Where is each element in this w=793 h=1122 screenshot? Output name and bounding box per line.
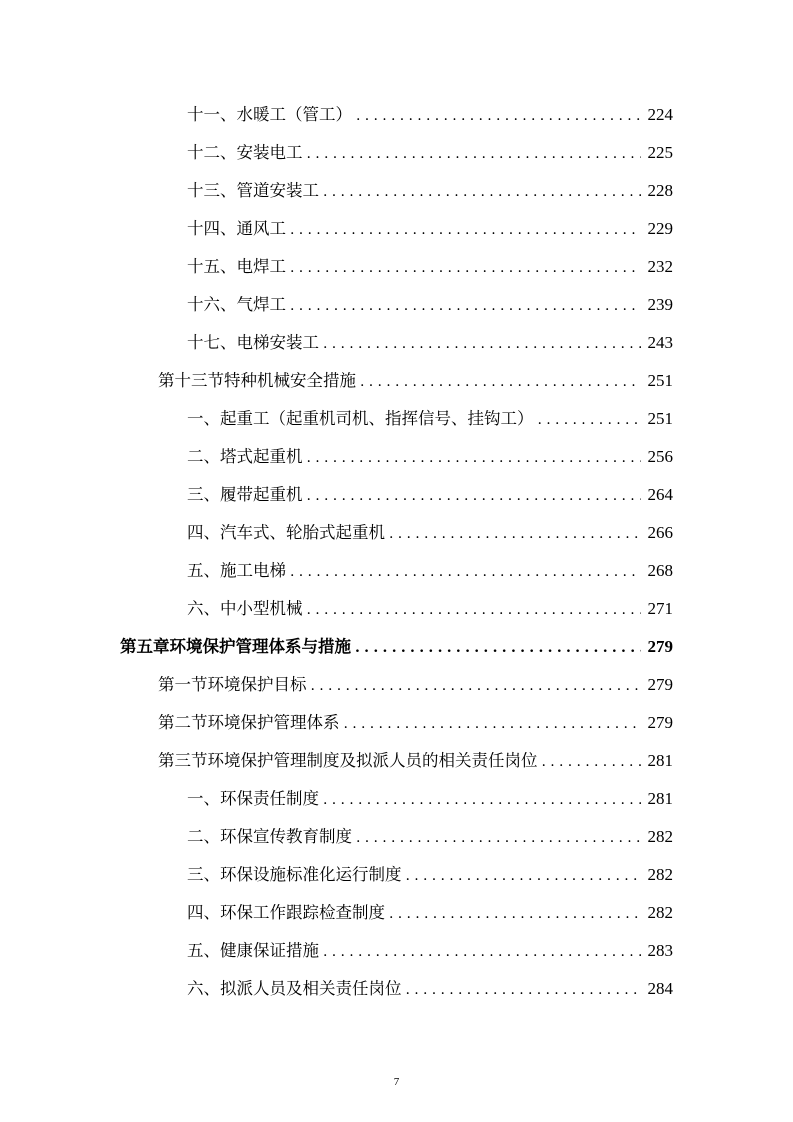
dot-leader bbox=[356, 819, 641, 857]
toc-entry-title: 起重工（起重机司机、指挥信号、挂钩工） bbox=[220, 409, 534, 428]
toc-entry-number: 五、 bbox=[187, 561, 220, 580]
toc-entry-number: 第一节 bbox=[158, 675, 208, 694]
toc-entry-page: 232 bbox=[647, 257, 673, 276]
toc-entry[interactable] bbox=[0, 818, 793, 856]
dot-leader bbox=[356, 97, 641, 135]
dot-leader bbox=[542, 743, 642, 781]
dot-leader bbox=[290, 211, 641, 249]
toc-entry-page: 279 bbox=[647, 637, 673, 656]
toc-entry-title: 特种机械安全措施 bbox=[224, 371, 356, 390]
toc-entry-title: 电梯安装工 bbox=[236, 333, 319, 352]
toc-entry[interactable] bbox=[0, 134, 793, 172]
toc-entry[interactable] bbox=[0, 590, 793, 628]
toc-entry-number: 十三、 bbox=[187, 181, 237, 200]
toc-entry-page: 239 bbox=[647, 295, 673, 314]
dot-leader bbox=[311, 667, 642, 705]
toc-entry-number: 六、 bbox=[187, 599, 220, 618]
toc-entry-title: 环保宣传教育制度 bbox=[220, 827, 352, 846]
toc-entry-title: 环境保护目标 bbox=[207, 675, 307, 694]
toc-entry-page: 282 bbox=[647, 865, 673, 884]
dot-leader bbox=[355, 629, 641, 667]
dot-leader bbox=[323, 781, 641, 819]
toc-section-entry[interactable] bbox=[0, 742, 793, 780]
toc-entry-page: 251 bbox=[647, 409, 673, 428]
toc-entry[interactable] bbox=[0, 210, 793, 248]
toc-entry-page: 281 bbox=[647, 789, 673, 808]
toc-entry-page: 224 bbox=[647, 105, 673, 124]
toc-entry-number: 四、 bbox=[187, 523, 220, 542]
toc-entry-number: 三、 bbox=[187, 485, 220, 504]
toc-entry[interactable] bbox=[0, 932, 793, 970]
toc-entry-page: 251 bbox=[647, 371, 673, 390]
dot-leader bbox=[290, 249, 641, 287]
toc-entry-number: 三、 bbox=[187, 865, 220, 884]
toc-section-entry[interactable] bbox=[0, 362, 793, 400]
toc-entry-page: 282 bbox=[647, 903, 673, 922]
toc-entry-page: 266 bbox=[647, 523, 673, 542]
dot-leader bbox=[389, 895, 641, 933]
dot-leader bbox=[538, 401, 642, 439]
toc-entry-page: 279 bbox=[647, 713, 673, 732]
toc-entry-page: 284 bbox=[647, 979, 673, 998]
toc-entry-title: 环保责任制度 bbox=[220, 789, 319, 808]
toc-entry[interactable] bbox=[0, 514, 793, 552]
toc-section-entry[interactable] bbox=[0, 666, 793, 704]
toc-entry-title: 汽车式、轮胎式起重机 bbox=[220, 523, 385, 542]
toc-entry-page: 271 bbox=[647, 599, 673, 618]
toc-entry[interactable] bbox=[0, 400, 793, 438]
toc-entry-number: 二、 bbox=[187, 827, 220, 846]
toc-entry-page: 279 bbox=[647, 675, 673, 694]
toc-entry-number: 十四、 bbox=[187, 219, 237, 238]
dot-leader bbox=[307, 591, 642, 629]
toc-entry-number: 第十三节 bbox=[158, 371, 224, 390]
toc-entry[interactable] bbox=[0, 96, 793, 134]
toc-entry-title: 拟派人员及相关责任岗位 bbox=[220, 979, 402, 998]
toc-entry[interactable] bbox=[0, 552, 793, 590]
dot-leader bbox=[406, 857, 642, 895]
toc-entry-title: 环境保护管理体系与措施 bbox=[169, 637, 351, 656]
toc-entry-title: 环保设施标准化运行制度 bbox=[220, 865, 402, 884]
toc-entry-title: 塔式起重机 bbox=[220, 447, 303, 466]
toc-entry[interactable] bbox=[0, 780, 793, 818]
toc-entry-title: 管道安装工 bbox=[236, 181, 319, 200]
toc-entry-page: 243 bbox=[647, 333, 673, 352]
toc-entry-page: 268 bbox=[647, 561, 673, 580]
toc-entry[interactable] bbox=[0, 438, 793, 476]
toc-entry-number: 十五、 bbox=[187, 257, 237, 276]
toc-entry-title: 环保工作跟踪检查制度 bbox=[220, 903, 385, 922]
toc-entry-page: 225 bbox=[647, 143, 673, 162]
toc-entry-page: 283 bbox=[647, 941, 673, 960]
toc-entry-page: 228 bbox=[647, 181, 673, 200]
dot-leader bbox=[360, 363, 641, 401]
dot-leader bbox=[307, 439, 642, 477]
toc-entry-title: 环境保护管理体系 bbox=[207, 713, 340, 732]
toc-entry-number: 十二、 bbox=[187, 143, 237, 162]
toc-entry-number: 十六、 bbox=[187, 295, 237, 314]
toc-entry[interactable] bbox=[0, 248, 793, 286]
toc-entry-number: 一、 bbox=[187, 789, 220, 808]
toc-entry-number: 五、 bbox=[187, 941, 220, 960]
table-of-contents bbox=[0, 96, 793, 1008]
toc-entry-number: 第二节 bbox=[158, 713, 208, 732]
dot-leader bbox=[323, 173, 641, 211]
dot-leader bbox=[406, 971, 642, 1009]
toc-entry-number: 一、 bbox=[187, 409, 220, 428]
toc-entry-number: 十一、 bbox=[187, 105, 237, 124]
toc-entry-page: 281 bbox=[647, 751, 673, 770]
toc-entry-title: 安装电工 bbox=[236, 143, 303, 162]
toc-entry-title: 电焊工 bbox=[236, 257, 286, 276]
toc-entry-title: 健康保证措施 bbox=[220, 941, 319, 960]
toc-entry-title: 水暖工（管工） bbox=[236, 105, 352, 124]
toc-entry[interactable] bbox=[0, 894, 793, 932]
toc-entry[interactable] bbox=[0, 970, 793, 1008]
toc-entry-number: 二、 bbox=[187, 447, 220, 466]
toc-entry-page: 264 bbox=[647, 485, 673, 504]
toc-entry[interactable] bbox=[0, 476, 793, 514]
dot-leader bbox=[290, 553, 641, 591]
toc-entry-title: 通风工 bbox=[236, 219, 286, 238]
toc-entry[interactable] bbox=[0, 324, 793, 362]
footer-page-number: 7 bbox=[393, 1076, 400, 1088]
toc-entry-number: 第五章 bbox=[120, 637, 170, 656]
toc-entry-title: 履带起重机 bbox=[220, 485, 303, 504]
dot-leader bbox=[323, 933, 641, 971]
toc-entry-page: 229 bbox=[647, 219, 673, 238]
toc-entry-title: 气焊工 bbox=[236, 295, 286, 314]
toc-entry[interactable] bbox=[0, 172, 793, 210]
toc-entry-title: 环境保护管理制度及拟派人员的相关责任岗位 bbox=[207, 751, 538, 770]
toc-entry-number: 四、 bbox=[187, 903, 220, 922]
dot-leader bbox=[389, 515, 641, 553]
dot-leader bbox=[323, 325, 641, 363]
toc-entry-title: 施工电梯 bbox=[220, 561, 286, 580]
toc-entry[interactable] bbox=[0, 856, 793, 894]
toc-entry[interactable] bbox=[0, 286, 793, 324]
toc-section-entry[interactable] bbox=[0, 704, 793, 742]
toc-entry-number: 十七、 bbox=[187, 333, 237, 352]
toc-chapter-entry[interactable] bbox=[0, 628, 793, 666]
dot-leader bbox=[344, 705, 642, 743]
dot-leader bbox=[307, 135, 642, 173]
toc-entry-page: 282 bbox=[647, 827, 673, 846]
dot-leader bbox=[307, 477, 642, 515]
toc-entry-number: 第三节 bbox=[158, 751, 208, 770]
toc-entry-title: 中小型机械 bbox=[220, 599, 303, 618]
toc-entry-number: 六、 bbox=[187, 979, 220, 998]
toc-entry-page: 256 bbox=[647, 447, 673, 466]
dot-leader bbox=[290, 287, 641, 325]
